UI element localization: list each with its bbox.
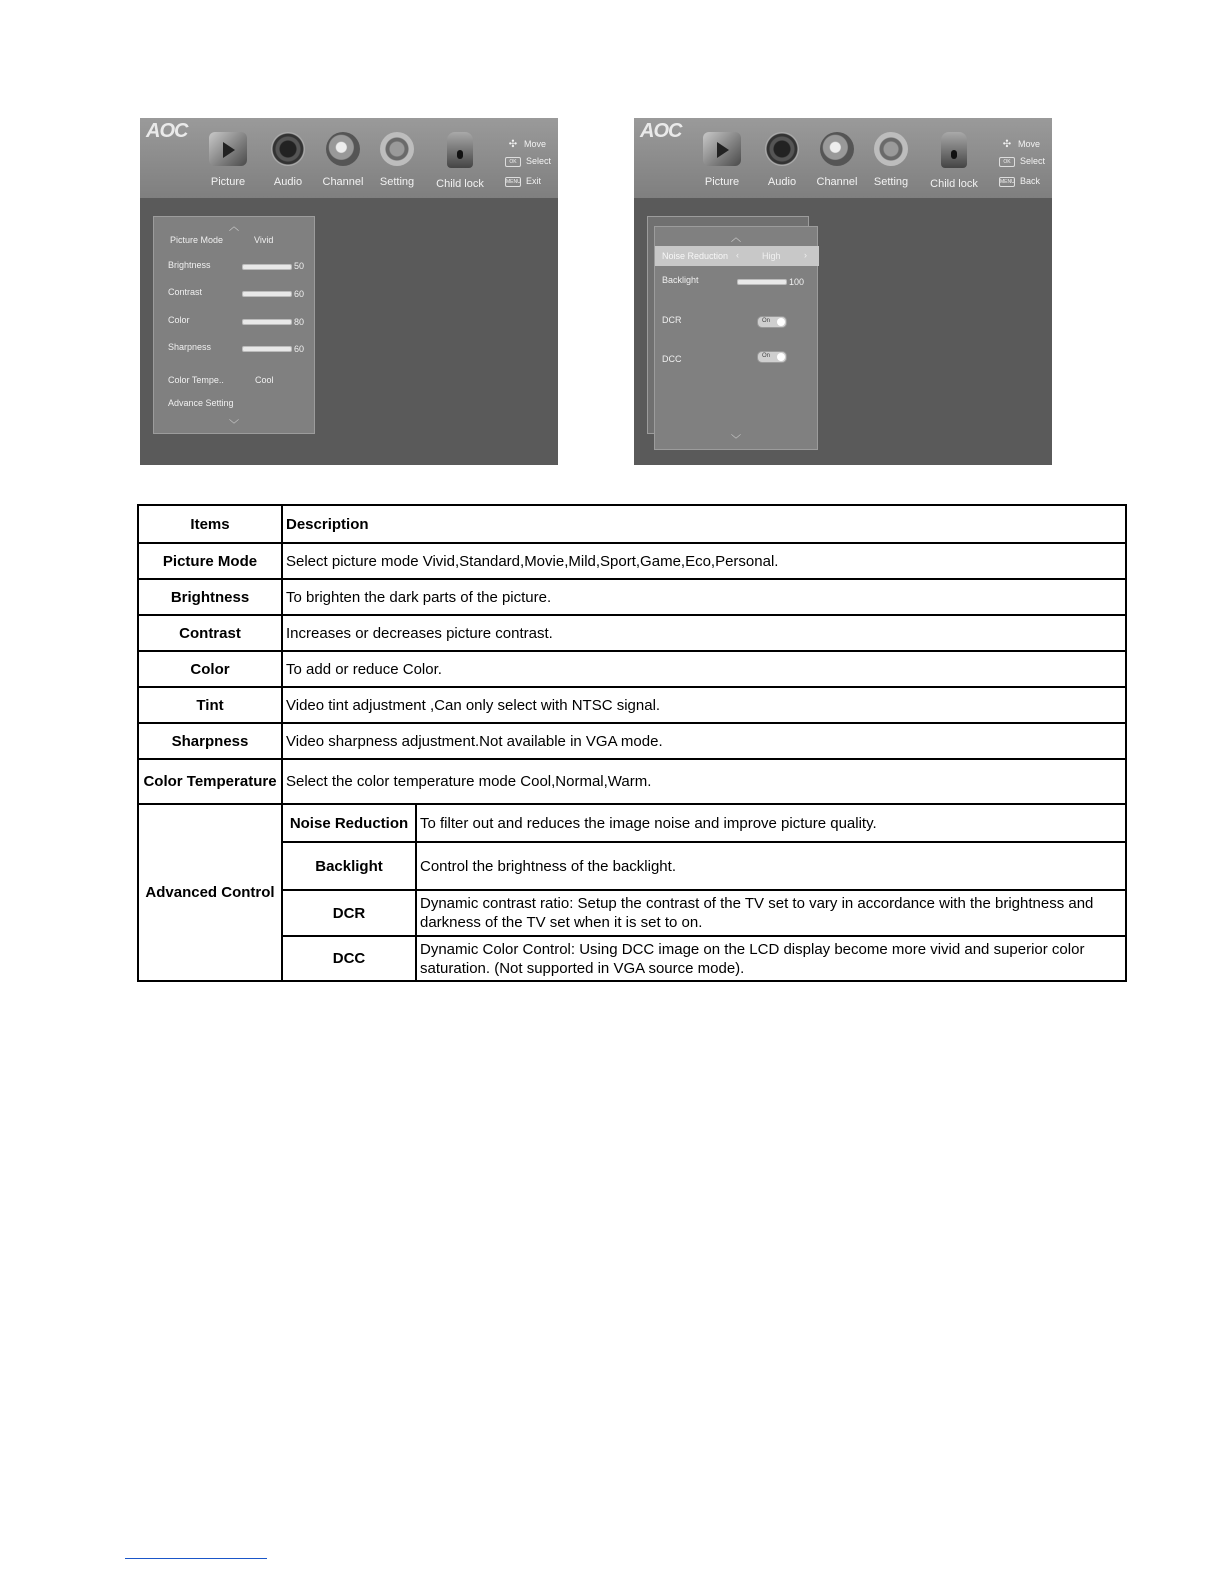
item-name: Tint <box>138 687 282 723</box>
item-description: Increases or decreases picture contrast. <box>282 615 1126 651</box>
satellite-dish-icon <box>820 132 854 166</box>
aoc-logo: AOC <box>146 120 188 142</box>
aoc-logo: AOC <box>640 120 682 142</box>
item-description: Video tint adjustment ,Can only select with NTSC signal. <box>282 687 1126 723</box>
film-clapper-icon <box>209 132 247 166</box>
picture-mode-label: Picture Mode <box>170 235 224 245</box>
hint-back: MENU Back <box>1000 176 1041 186</box>
sub-item-description: Dynamic contrast ratio: Setup the contrast of the TV set to vary in accordance with the brightness and darkness of the TV set when it is set to on. <box>416 890 1126 936</box>
hint-move: ✣ Move <box>999 139 1040 150</box>
table-row <box>138 579 1126 615</box>
sharpness-value: 60 <box>294 344 305 354</box>
table-row <box>138 687 1126 723</box>
dcc-toggle[interactable]: On <box>757 351 787 363</box>
color-label: Color <box>168 315 190 325</box>
advance-setting-item[interactable]: Advance Setting <box>168 398 234 408</box>
item-name: Sharpness <box>138 723 282 759</box>
hint-exit: MENU Exit <box>506 176 542 186</box>
table-row <box>138 804 1126 842</box>
gear-icon <box>380 132 414 166</box>
dcr-toggle[interactable]: On <box>757 316 787 328</box>
picture-menu-panel <box>153 216 315 434</box>
table-row <box>138 723 1126 759</box>
osd-screenshot-advanced-menu <box>634 118 1052 465</box>
sharpness-label: Sharpness <box>168 342 212 352</box>
brightness-label: Brightness <box>168 260 211 270</box>
nav-picture[interactable]: Picture <box>687 132 757 188</box>
noise-reduction-value: High <box>762 251 781 261</box>
picture-mode-value[interactable]: Vivid <box>254 235 274 245</box>
hint-select: OK Select <box>999 156 1045 167</box>
table-row <box>138 615 1126 651</box>
ok-key-icon: OK <box>505 157 521 167</box>
item-name: Color Temperature <box>138 759 282 804</box>
menu-key-icon: MENU <box>1000 178 1015 185</box>
nav-channel[interactable]: Channel <box>308 132 378 188</box>
osd-screenshot-picture-menu <box>140 118 558 465</box>
chevron-down-icon[interactable]: ﹀ <box>731 435 741 446</box>
osd-top-bar <box>634 118 1052 198</box>
film-clapper-icon <box>703 132 741 166</box>
hint-move: ✣ Move <box>505 139 546 150</box>
brightness-value: 50 <box>294 261 305 271</box>
menu-key-icon: MENU <box>506 178 521 185</box>
advanced-menu-panel <box>654 226 818 450</box>
sub-item-description: Control the brightness of the backlight. <box>416 842 1126 890</box>
nav-setting[interactable]: Setting <box>856 132 926 188</box>
gear-icon <box>874 132 908 166</box>
sub-item-description: Dynamic Color Control: Using DCC image on the LCD display become more vivid and superior color saturation. (Not supported in VGA source mode). <box>416 936 1126 981</box>
item-name: Picture Mode <box>138 543 282 579</box>
item-name: Color <box>138 651 282 687</box>
table-row <box>138 890 1126 936</box>
item-description: Select picture mode Vivid,Standard,Movie,Mild,Sport,Game,Eco,Personal. <box>282 543 1126 579</box>
color-temp-value[interactable]: Cool <box>255 375 274 385</box>
dcr-label: DCR <box>662 315 682 325</box>
item-description: Select the color temperature mode Cool,Normal,Warm. <box>282 759 1126 804</box>
nav-picture[interactable]: Picture <box>193 132 263 188</box>
contrast-value: 60 <box>294 289 305 299</box>
backlight-slider[interactable] <box>737 279 787 285</box>
header-items: Items <box>138 505 282 543</box>
nav-child-lock[interactable]: Child lock <box>425 132 495 190</box>
table-row <box>138 842 1126 890</box>
brightness-slider[interactable] <box>242 264 292 270</box>
nav-audio[interactable]: Audio <box>747 132 817 188</box>
chevron-up-icon[interactable]: ︿ <box>229 222 239 233</box>
noise-reduction-label: Noise Reduction <box>662 251 729 261</box>
contrast-label: Contrast <box>168 287 203 297</box>
item-description: Video sharpness adjustment.Not available in VGA mode. <box>282 723 1126 759</box>
table-row <box>138 759 1126 804</box>
move-arrows-icon: ✣ <box>1002 139 1012 150</box>
chevron-up-icon[interactable]: ︿ <box>731 233 741 244</box>
table-row <box>138 651 1126 687</box>
color-temp-label: Color Tempe.. <box>168 375 224 385</box>
speaker-icon <box>271 132 305 166</box>
backlight-label: Backlight <box>662 275 699 285</box>
sub-item-description: To filter out and reduces the image noise and improve picture quality. <box>416 804 1126 842</box>
lock-icon <box>447 132 473 168</box>
header-description: Description <box>282 505 1126 543</box>
nav-channel[interactable]: Channel <box>802 132 872 188</box>
dcc-label: DCC <box>662 354 682 364</box>
sub-item-name: Backlight <box>282 842 416 890</box>
toggle-knob <box>777 353 785 361</box>
item-name: Contrast <box>138 615 282 651</box>
chevron-left-icon[interactable]: ‹ <box>736 250 739 260</box>
osd-top-bar <box>140 118 558 198</box>
item-description: To add or reduce Color. <box>282 651 1126 687</box>
footer-rule <box>125 1558 267 1559</box>
table-header-row <box>138 505 1126 543</box>
nav-setting[interactable]: Setting <box>362 132 432 188</box>
sub-item-name: DCR <box>282 890 416 936</box>
satellite-dish-icon <box>326 132 360 166</box>
nav-child-lock[interactable]: Child lock <box>919 132 989 190</box>
sub-item-name: DCC <box>282 936 416 981</box>
table-row <box>138 936 1126 981</box>
color-value: 80 <box>294 317 305 327</box>
picture-settings-table <box>137 504 1127 982</box>
move-arrows-icon: ✣ <box>508 139 518 150</box>
hint-select: OK Select <box>505 156 551 167</box>
table-row <box>138 543 1126 579</box>
advanced-control-item: Advanced Control <box>138 804 282 981</box>
sharpness-slider[interactable] <box>242 346 292 352</box>
chevron-right-icon[interactable]: › <box>804 250 807 260</box>
nav-audio[interactable]: Audio <box>253 132 323 188</box>
sub-item-name: Noise Reduction <box>282 804 416 842</box>
lock-icon <box>941 132 967 168</box>
toggle-knob <box>777 318 785 326</box>
ok-key-icon: OK <box>999 157 1015 167</box>
speaker-icon <box>765 132 799 166</box>
backlight-value: 100 <box>789 277 805 287</box>
color-slider[interactable] <box>242 319 292 325</box>
chevron-down-icon[interactable]: ﹀ <box>229 420 239 431</box>
contrast-slider[interactable] <box>242 291 292 297</box>
item-name: Brightness <box>138 579 282 615</box>
item-description: To brighten the dark parts of the picture. <box>282 579 1126 615</box>
